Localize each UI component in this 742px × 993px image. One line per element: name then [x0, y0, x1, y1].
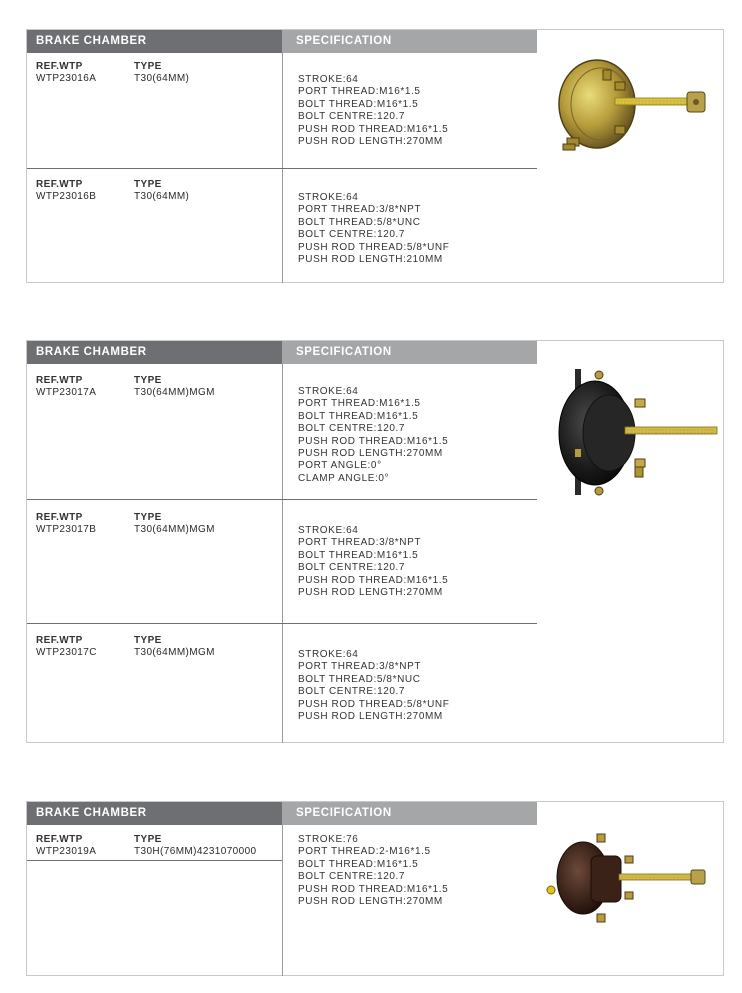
ref-label: REF.WTP [36, 179, 83, 190]
ref-label: REF.WTP [36, 61, 83, 72]
brake-chamber-block-1 [26, 29, 724, 283]
spec-line: STROKE:64 [298, 525, 359, 536]
spec-line: BOLT CENTRE:120.7 [298, 111, 406, 123]
spec-line: PUSH ROD THREAD:M16*1.5 [298, 123, 449, 135]
type-value: T30H(76MM)4231070000 [134, 846, 257, 857]
specification-header: SPECIFICATION [282, 341, 537, 364]
brake-chamber-block-3 [26, 801, 724, 976]
ref-label: REF.WTP [36, 375, 83, 386]
product-row [36, 635, 286, 663]
spec-line: BOLT THREAD:M16*1.5 [298, 858, 419, 870]
brake-chamber-header: BRAKE CHAMBER [27, 802, 282, 825]
type-value: T30(64MM)MGM [134, 387, 215, 398]
brake-chamber-image [535, 52, 715, 162]
spec-line: PUSH ROD LENGTH:270MM [298, 896, 443, 908]
type-value: T30(64MM)MGM [134, 647, 215, 658]
brake-chamber-header: BRAKE CHAMBER [27, 30, 282, 53]
specification-header: SPECIFICATION [282, 802, 537, 825]
type-value: T30(64MM) [134, 73, 190, 84]
spec-line: BOLT CENTRE:120.7 [298, 686, 406, 698]
spec-line: PUSH ROD LENGTH:270MM [298, 587, 443, 599]
ref-label: REF.WTP [36, 635, 83, 646]
ref-label: REF.WTP [36, 834, 83, 845]
brake-chamber-image [541, 828, 711, 928]
type-value: T30(64MM)MGM [134, 524, 215, 535]
row-divider [27, 499, 537, 500]
type-label: TYPE [134, 512, 162, 523]
type-label: TYPE [134, 635, 162, 646]
ref-label: REF.WTP [36, 512, 83, 523]
type-value: T30(64MM) [134, 191, 190, 202]
product-row [36, 179, 286, 207]
spec-line: PUSH ROD THREAD:5/8*UNF [298, 241, 450, 253]
spec-line: STROKE:64 [298, 192, 359, 203]
brake-chamber-image [539, 363, 719, 523]
spec-line: PORT THREAD:M16*1.5 [298, 398, 421, 410]
spec-line: BOLT THREAD:5/8*NUC [298, 673, 421, 685]
spec-line: PUSH ROD LENGTH:270MM [298, 448, 443, 460]
spec-line: PUSH ROD LENGTH:270MM [298, 136, 443, 148]
ref-value: WTP23019A [36, 846, 97, 857]
spec-line: PUSH ROD THREAD:M16*1.5 [298, 883, 449, 895]
column-divider [282, 364, 283, 743]
spec-list [298, 834, 448, 908]
product-row [36, 834, 286, 862]
spec-list [298, 192, 449, 266]
spec-line: PORT THREAD:M16*1.5 [298, 86, 421, 98]
spec-list [298, 649, 449, 723]
spec-line: PORT THREAD:3/8*NPT [298, 204, 422, 216]
spec-line: PORT ANGLE:0° [298, 460, 382, 472]
spec-line: BOLT THREAD:5/8*UNC [298, 216, 421, 228]
spec-list [298, 386, 448, 485]
spec-line: BOLT CENTRE:120.7 [298, 229, 406, 241]
specification-header: SPECIFICATION [282, 30, 537, 53]
spec-line: STROKE:76 [298, 834, 359, 845]
spec-line: PUSH ROD LENGTH:270MM [298, 711, 443, 723]
spec-line: BOLT THREAD:M16*1.5 [298, 410, 419, 422]
spec-line: PORT THREAD:2-M16*1.5 [298, 846, 431, 858]
spec-line: PORT THREAD:3/8*NPT [298, 661, 422, 673]
type-label: TYPE [134, 834, 162, 845]
spec-line: BOLT CENTRE:120.7 [298, 423, 406, 435]
ref-value: WTP23017C [36, 647, 97, 658]
product-row [36, 375, 286, 403]
brake-chamber-header: BRAKE CHAMBER [27, 341, 282, 364]
spec-line: STROKE:64 [298, 386, 359, 397]
brake-chamber-block-2 [26, 340, 724, 743]
spec-line: BOLT THREAD:M16*1.5 [298, 549, 419, 561]
spec-line: BOLT CENTRE:120.7 [298, 562, 406, 574]
spec-line: PUSH ROD THREAD:M16*1.5 [298, 435, 449, 447]
row-divider [27, 168, 537, 169]
ref-value: WTP23016B [36, 191, 97, 202]
spec-list [298, 74, 448, 148]
spec-list [298, 525, 448, 599]
spec-line: PUSH ROD LENGTH:210MM [298, 254, 443, 266]
product-row [36, 512, 286, 540]
spec-line: CLAMP ANGLE:0° [298, 472, 390, 484]
type-label: TYPE [134, 61, 162, 72]
type-label: TYPE [134, 375, 162, 386]
spec-line: PUSH ROD THREAD:M16*1.5 [298, 574, 449, 586]
ref-value: WTP23017A [36, 387, 97, 398]
spec-line: BOLT CENTRE:120.7 [298, 871, 406, 883]
spec-line: STROKE:64 [298, 649, 359, 660]
spec-line: PUSH ROD THREAD:5/8*UNF [298, 698, 450, 710]
spec-line: STROKE:64 [298, 74, 359, 85]
spec-line: PORT THREAD:3/8*NPT [298, 537, 422, 549]
product-row [36, 61, 286, 89]
ref-value: WTP23017B [36, 524, 97, 535]
type-label: TYPE [134, 179, 162, 190]
row-divider [27, 623, 537, 624]
ref-value: WTP23016A [36, 73, 97, 84]
spec-line: BOLT THREAD:M16*1.5 [298, 98, 419, 110]
